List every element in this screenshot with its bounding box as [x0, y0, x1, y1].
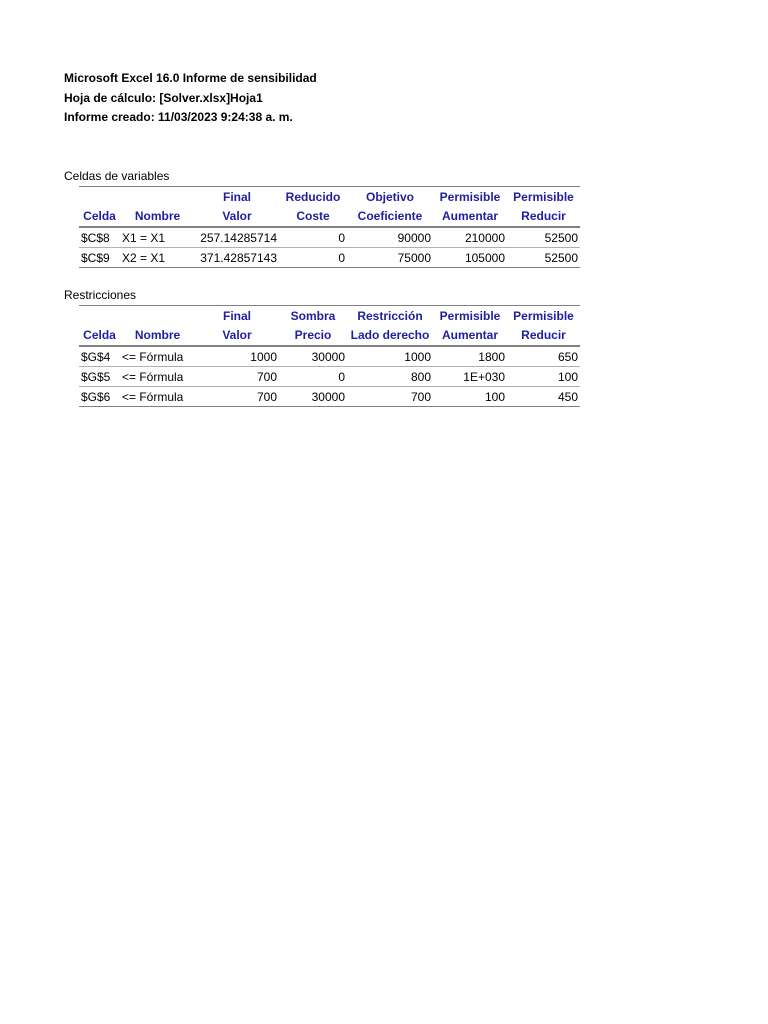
cell-objective-coefficient: 75000 [347, 248, 433, 268]
cell-name: <= Fórmula [120, 367, 195, 387]
restrictions-table [79, 305, 580, 407]
cell-shadow-price: 30000 [279, 387, 347, 407]
header-cell: Aumentar [433, 207, 507, 228]
header-cell: Reducido [279, 187, 347, 207]
header-cell: Final [195, 306, 279, 326]
header-cell: Permisible [507, 306, 580, 326]
cell-allowable-increase: 105000 [433, 248, 507, 268]
cell-allowable-increase: 100 [433, 387, 507, 407]
created-line: Informe creado: 11/03/2023 9:24:38 a. m. [64, 110, 293, 124]
cell-reduced-cost: 0 [279, 227, 347, 248]
restrictions-header-row-bottom [79, 326, 580, 347]
header-cell: Celda [79, 326, 120, 347]
cell-ref: $G$4 [79, 346, 120, 367]
header-cell: Coste [279, 207, 347, 228]
header-cell [120, 306, 195, 326]
cell-allowable-decrease: 650 [507, 346, 580, 367]
variables-section-label: Celdas de variables [64, 169, 170, 183]
cell-final-value: 1000 [195, 346, 279, 367]
header-cell: Reducir [507, 207, 580, 228]
cell-constraint-rhs: 700 [347, 387, 433, 407]
header-cell: Nombre [120, 207, 195, 228]
cell-name: X1 = X1 [120, 227, 195, 248]
cell-name: <= Fórmula [120, 346, 195, 367]
worksheet-line: Hoja de cálculo: [Solver.xlsx]Hoja1 [64, 90, 263, 105]
header-cell: Lado derecho [347, 326, 433, 347]
cell-final-value: 700 [195, 387, 279, 407]
report-title: Microsoft Excel 16.0 Informe de sensibilidad [64, 71, 317, 85]
header-cell: Coeficiente [347, 207, 433, 228]
header-cell [79, 306, 120, 326]
cell-objective-coefficient: 90000 [347, 227, 433, 248]
cell-ref: $G$6 [79, 387, 120, 407]
variables-header-row-bottom [79, 207, 580, 228]
cell-shadow-price: 0 [279, 367, 347, 387]
header-cell: Permisible [433, 187, 507, 207]
header-cell: Nombre [120, 326, 195, 347]
cell-ref: $C$9 [79, 248, 120, 268]
header-cell: Reducir [507, 326, 580, 347]
cell-final-value: 371.42857143 [195, 248, 279, 268]
table-row [79, 387, 580, 407]
header-cell: Objetivo [347, 187, 433, 207]
table-row [79, 248, 580, 268]
header-cell [120, 187, 195, 207]
header-cell: Restricción [347, 306, 433, 326]
header-cell: Permisible [507, 187, 580, 207]
cell-constraint-rhs: 1000 [347, 346, 433, 367]
cell-ref: $C$8 [79, 227, 120, 248]
cell-allowable-decrease: 52500 [507, 227, 580, 248]
cell-name: X2 = X1 [120, 248, 195, 268]
cell-allowable-increase: 1800 [433, 346, 507, 367]
cell-allowable-decrease: 52500 [507, 248, 580, 268]
table-row [79, 346, 580, 367]
variables-header-row-top [79, 187, 580, 207]
header-cell: Valor [195, 326, 279, 347]
restrictions-header-row-top [79, 306, 580, 326]
header-cell: Aumentar [433, 326, 507, 347]
cell-ref: $G$5 [79, 367, 120, 387]
header-cell: Final [195, 187, 279, 207]
variables-table [79, 186, 580, 268]
cell-allowable-increase: 1E+030 [433, 367, 507, 387]
report-header [64, 69, 317, 128]
header-cell: Precio [279, 326, 347, 347]
header-cell: Permisible [433, 306, 507, 326]
header-cell: Celda [79, 207, 120, 228]
cell-shadow-price: 30000 [279, 346, 347, 367]
cell-allowable-decrease: 450 [507, 387, 580, 407]
restrictions-section-label: Restricciones [64, 288, 137, 302]
header-cell: Valor [195, 207, 279, 228]
cell-final-value: 700 [195, 367, 279, 387]
cell-allowable-decrease: 100 [507, 367, 580, 387]
cell-allowable-increase: 210000 [433, 227, 507, 248]
table-row [79, 227, 580, 248]
cell-constraint-rhs: 800 [347, 367, 433, 387]
cell-reduced-cost: 0 [279, 248, 347, 268]
header-cell: Sombra [279, 306, 347, 326]
header-cell [79, 187, 120, 207]
cell-name: <= Fórmula [120, 387, 195, 407]
table-row [79, 367, 580, 387]
cell-final-value: 257.14285714 [195, 227, 279, 248]
